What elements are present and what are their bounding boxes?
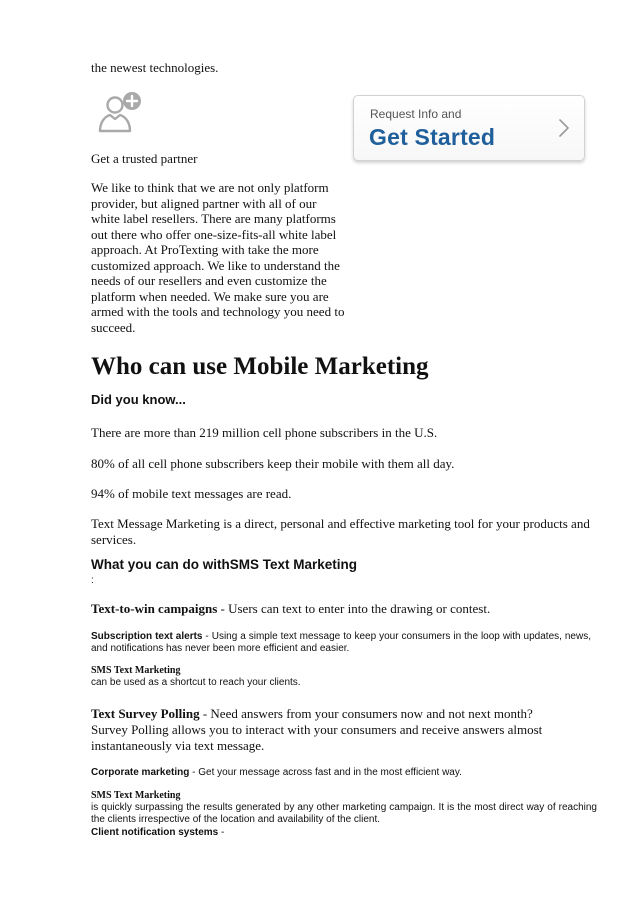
use-item-text: - [218, 827, 225, 838]
cta-title: Get Started [369, 124, 496, 150]
section-heading: Who can use Mobile Marketing [91, 353, 429, 380]
chevron-right-icon [558, 118, 570, 138]
use-item [91, 601, 490, 617]
use-item-title: Text-to-win campaigns [91, 601, 218, 616]
use-item-title: SMS Text Marketing [91, 790, 181, 801]
use-item-title: Client notification systems [91, 827, 219, 838]
use-item [91, 665, 301, 689]
user-add-icon [98, 88, 144, 134]
uses-heading: What you can do withSMS Text Marketing [91, 557, 358, 572]
use-item-title: Text Survey Polling [91, 706, 200, 721]
partner-body: We like to think that we are not only platform provider, but aligned partner with all of our white label resellers. There are many platforms out there who offer one-size-fits-all white label approach. At ProTexting with take the more customized approach. We like to understand the needs of our resellers and even customize the platform when needed. We make sure you are armed with the tools and technology you need to succeed. [91, 180, 345, 335]
stat-line: Text Message Marketing is a direct, personal and effective marketing tool for your products and services. [91, 516, 590, 547]
stat-line: There are more than 219 million cell phone subscribers in the U.S. [91, 425, 438, 440]
use-item-text: can be used as a shortcut to reach your clients. [91, 677, 301, 688]
use-item-title: Corporate marketing [91, 767, 190, 778]
stat-line: 94% of mobile text messages are read. [91, 486, 292, 501]
use-item [91, 631, 591, 655]
use-item-text: - Users can text to enter into the drawing or contest. [217, 601, 491, 616]
use-item-text: - Using a simple text message to keep your consumers in the loop with updates, news, and notifications has never been more efficient and easier. [91, 631, 591, 654]
use-item-text: - Get your message across fast and in the most efficient way. [189, 767, 462, 778]
use-item [91, 827, 224, 839]
cta-subtitle: Request Info and [370, 107, 462, 121]
did-you-know-heading: Did you know... [91, 392, 186, 407]
intro-line: the newest technologies. [91, 60, 219, 75]
use-item-text: - Need answers from your consumers now and not next month? Survey Polling allows you to interact with your consumers and receive answers almost instantaneously via text message. [91, 706, 543, 753]
stat-line: 80% of all cell phone subscribers keep their mobile with them all day. [91, 456, 455, 471]
use-item-title: SMS Text Marketing [91, 665, 181, 676]
partner-title: Get a trusted partner [91, 151, 198, 166]
use-item [91, 790, 597, 826]
use-item-text: is quickly surpassing the results generated by any other marketing campaign. It is the most direct way of reaching the clients irrespective of the location and availability of the client. [91, 802, 597, 825]
use-item [91, 706, 561, 754]
use-item-title: Subscription text alerts [91, 631, 203, 642]
uses-colon: : [91, 575, 94, 586]
get-started-button[interactable] [353, 95, 585, 161]
use-item [91, 767, 462, 779]
